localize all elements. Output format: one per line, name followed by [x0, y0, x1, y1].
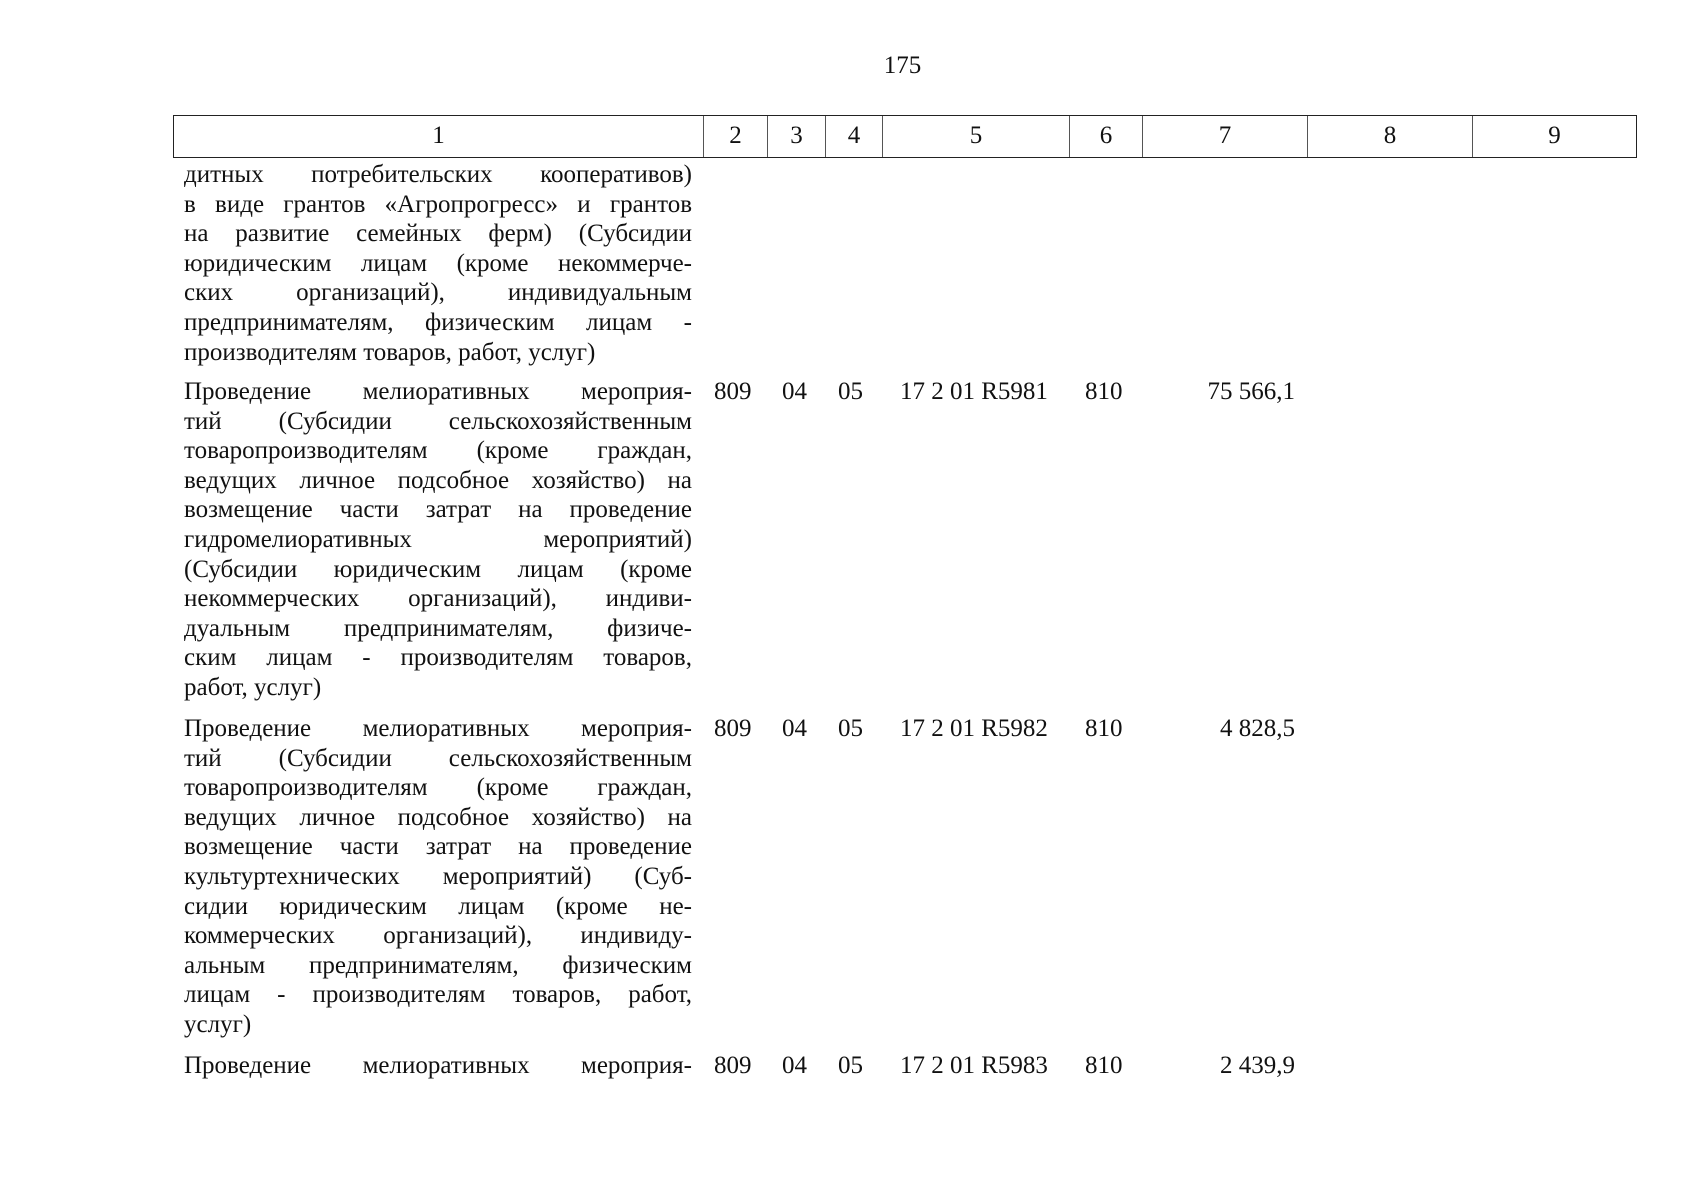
- cell-c6: 810: [1085, 378, 1123, 405]
- description-line: культуртехнических мероприятий) (Суб-: [184, 862, 692, 890]
- description-line: дуальным предпринимателям, физиче-: [184, 614, 692, 642]
- description-line: услуг): [184, 1010, 252, 1038]
- description-line: тий (Субсидии сельскохозяйственным: [184, 407, 692, 435]
- cell-c4: 05: [838, 715, 863, 742]
- description-line: на развитие семейных ферм) (Субсидии: [184, 220, 692, 248]
- description-line: предпринимателям, физическим лицам -: [184, 308, 692, 336]
- cell-c2: 809: [714, 715, 752, 742]
- cell-c6: 810: [1085, 715, 1123, 742]
- description-line: товаропроизводителям (кроме граждан,: [184, 437, 692, 465]
- table-header: [173, 115, 1637, 158]
- cell-c5: 17 2 01 R5981: [900, 378, 1048, 405]
- description-line: в виде грантов «Агропрогресс» и грантов: [184, 190, 692, 218]
- cell-c7: 75 566,1: [1207, 378, 1295, 405]
- description-line: Проведение мелиоративных мероприя-: [184, 1052, 692, 1079]
- description-line: коммерческих организаций), индивиду-: [184, 922, 692, 950]
- description-line: тий (Субсидии сельскохозяйственным: [184, 744, 692, 772]
- header-col-6: 6: [1070, 116, 1143, 157]
- description-line: Проведение мелиоративных мероприя-: [184, 378, 692, 405]
- cell-c3: 04: [782, 715, 807, 742]
- description-line: ведущих личное подсобное хозяйство) на: [184, 803, 692, 831]
- description-line: (Субсидии юридическим лицам (кроме: [184, 555, 692, 583]
- cell-c3: 04: [782, 378, 807, 405]
- cell-c2: 809: [714, 1052, 752, 1079]
- header-col-2: 2: [704, 116, 768, 157]
- row-description: [184, 160, 692, 367]
- page-number: 175: [883, 52, 922, 79]
- row-description: [184, 377, 692, 703]
- header-col-3: 3: [768, 116, 826, 157]
- description-line: ским лицам - производителям товаров,: [184, 644, 692, 672]
- cell-c7: 2 439,9: [1220, 1052, 1295, 1079]
- description-line: юридическим лицам (кроме некоммерче-: [184, 249, 692, 277]
- description-line: дитных потребительских кооперативов): [184, 161, 692, 188]
- header-col-9: 9: [1548, 122, 1561, 149]
- description-line: сидии юридическим лицам (кроме не-: [184, 892, 692, 920]
- description-line: альным предпринимателям, физическим: [184, 951, 692, 979]
- cell-c7: 4 828,5: [1220, 715, 1295, 742]
- description-line: возмещение части затрат на проведение: [184, 496, 692, 524]
- header-col-4: 4: [826, 116, 883, 157]
- cell-c3: 04: [782, 1052, 807, 1079]
- cell-c4: 05: [838, 1052, 863, 1079]
- description-line: работ, услуг): [184, 673, 322, 701]
- description-line: лицам - производителям товаров, работ,: [184, 981, 692, 1009]
- description-line: гидромелиоративных мероприятий): [184, 525, 692, 553]
- row-description: [184, 1051, 692, 1081]
- description-line: Проведение мелиоративных мероприя-: [184, 715, 692, 742]
- description-line: ских организаций), индивидуальным: [184, 279, 692, 307]
- cell-c5: 17 2 01 R5983: [900, 1052, 1048, 1079]
- header-col-5: 5: [883, 116, 1070, 157]
- cell-c6: 810: [1085, 1052, 1123, 1079]
- description-line: ведущих личное подсобное хозяйство) на: [184, 466, 692, 494]
- description-line: возмещение части затрат на проведение: [184, 833, 692, 861]
- header-col-1: 1: [174, 116, 704, 157]
- description-line: товаропроизводителям (кроме граждан,: [184, 774, 692, 802]
- row-description: [184, 714, 692, 1040]
- description-line: некоммерческих организаций), индиви-: [184, 585, 692, 613]
- header-col-8: 8: [1308, 116, 1473, 157]
- cell-c2: 809: [714, 378, 752, 405]
- cell-c5: 17 2 01 R5982: [900, 715, 1048, 742]
- header-col-7: 7: [1143, 116, 1308, 157]
- cell-c4: 05: [838, 378, 863, 405]
- description-line: производителям товаров, работ, услуг): [184, 338, 596, 366]
